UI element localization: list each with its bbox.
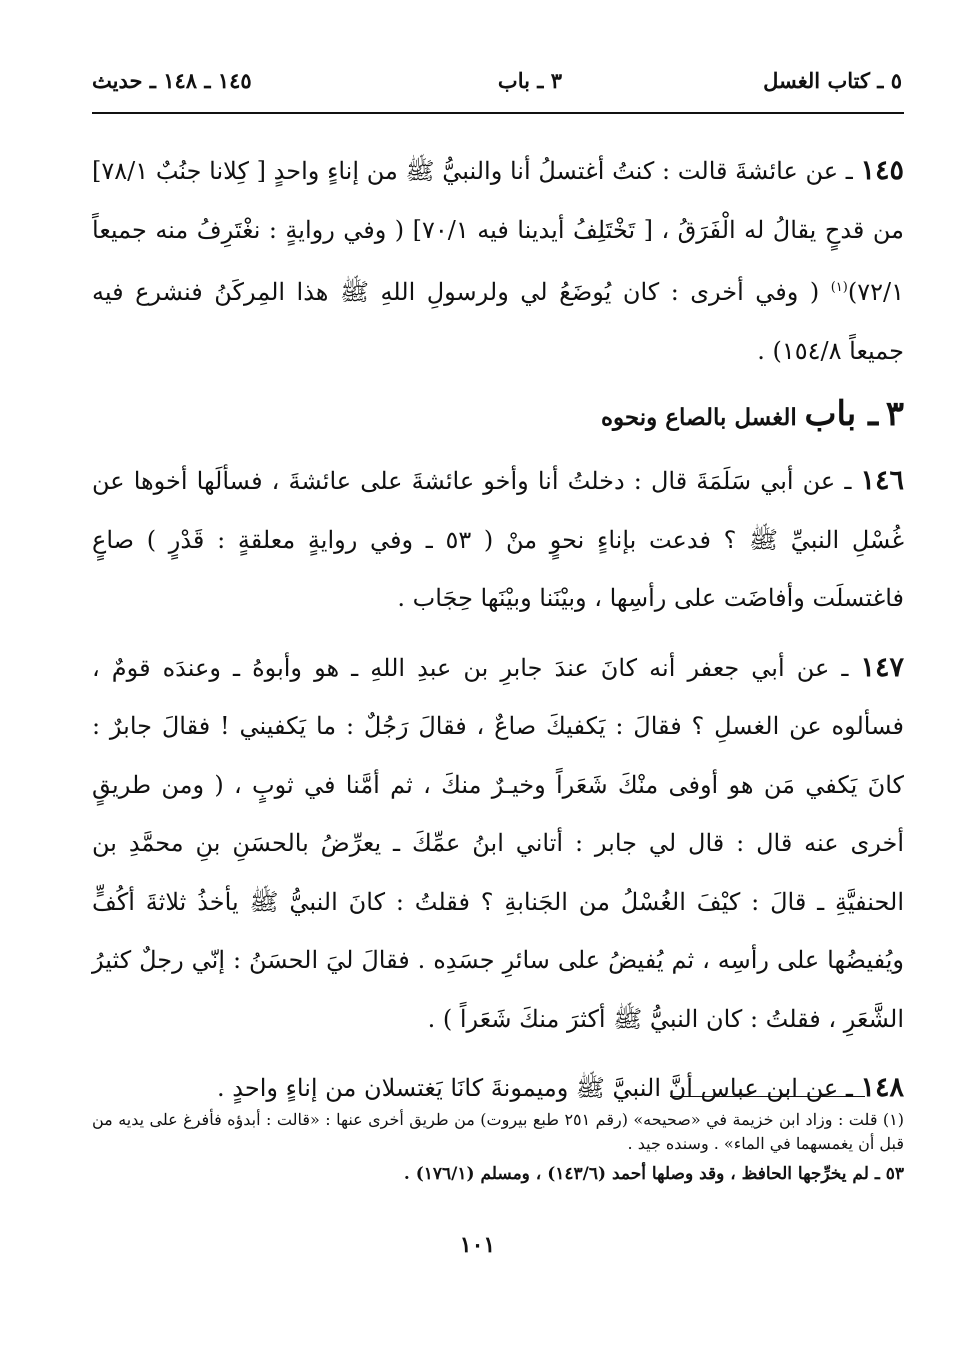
header-divider	[92, 112, 904, 114]
running-header	[92, 62, 902, 102]
chapter-heading: ٣ ـ باب الغسل بالصاع ونحوه	[600, 394, 904, 434]
hadith-number: ١٤٥	[860, 155, 904, 186]
chapter-title: الغسل بالصاع ونحوه	[600, 404, 797, 431]
hadith-text: ـ عن أبي جعفر أنه كانَ عندَ جابرِ بن عبدِ اللهِ ـ هو وأبوهُ ـ وعندَه قومٌ ، فسألوه عن الغسلِ ؟ فقالَ : يَكفيكَ صاعٌ ، فقالَ رَجُلٌ : ما يَكفيني ! فقالَ جابرٌ : كانَ يَكفي مَن هو أوفى منْكَ شَعَراً وخيـرٌ منكَ ، ثم أمَّنا في ثوبٍ ، ( ومن طريقٍ أخرى عنه قال : قال لي جابر : أتاني ابنُ عمِّكَ ـ يعرِّضُ بالحسَنِ بنِ محمَّدِ بن الحنفيَّةِ ـ قالَ : كيْفَ الغُسْلُ من الجَنابةِ ؟ فقلتُ : كانَ النبيُّ ﷺ يأخذُ ثلاثةَ أكُفٍّ ويُفيضُها على رأسِه ، ثم يُفيضُ على سائرِ جسَدِه . فقالَ ليَ الحسَنُ : إنّي رجلٌ كثيرُ الشَّعَرِ ، فقلتُ : كان النبيُّ ﷺ أكثرَ منكَ شَعَراً ) .	[92, 653, 904, 1033]
header-chapter-title: ٥ ـ كتاب الغسل	[763, 68, 902, 93]
footnote-reference: (١)	[830, 280, 848, 295]
chapter-label: باب	[804, 394, 857, 434]
chapter-number: ٣	[885, 394, 904, 434]
hadith-number: ١٤٧	[860, 651, 904, 683]
footnotes	[92, 1108, 904, 1186]
hadith-number: ١٤٨	[860, 1072, 904, 1103]
hadith-147	[92, 639, 904, 1049]
hadith-text: ـ عن عائشةَ قالت : كنتُ أغتسلُ أنا والنبيُّ ﷺ من إناءٍ واحدٍ [ كِلانا جنُبٌ ٧٨/١] من قدحٍ يقالُ له الْفَرَقُ ، [ تَخْتَلِفُ أيدينا فيه ٧٠/١] ( وفي روايةٍ : نغْتَرِفُ منه جميعاً ٧٢/١)	[92, 157, 904, 306]
header-hadith-range: ١٤٥ ـ ١٤٨ ـ حديث	[92, 68, 252, 93]
hadith-text: ـ عن أبي سَلَمَةَ قال : دخلتُ أنا وأخو عائشةَ على عائشةَ ، فسألَها أخوها عن غُسْلِ النبيِّ ﷺ ؟ فدعت بإناءٍ نحوٍ منْ ( ٥٣ ـ وفي روايةٍ معلقةٍ : قَدْرٍ ) صاعٍ فاغتسلَت وأفاضَت على رأسِها ، وبيْنَنا وبيْنَها حِجَاب .	[92, 467, 905, 612]
footnote-53: ٥٣ ـ لم يخرِّجها الحافظ ، وقد وصلها أحمد (١٤٣/٦) ، ومسلم (١٧٦/١) .	[403, 1164, 904, 1184]
hadith-text: ـ عن ابن عباس أنَّ النبيَّ ﷺ وميمونةَ كانَا يَغتسلان من إناءٍ واحدٍ .	[217, 1074, 861, 1102]
hadith-146	[92, 452, 904, 628]
hadith-number: ١٤٦	[860, 465, 904, 496]
header-section-title: ٣ ـ باب	[497, 68, 562, 93]
page-number: ١٠١	[459, 1232, 496, 1258]
hadith-text-continued: ( وفي أخرى : كان يُوضَعُ لي ولرسولِ اللهِ ﷺ هذا المِركَنُ فنشرع فيه جميعاً ١٥٤/٨) .	[92, 278, 904, 365]
footnote-1: (١) قلت : وزاد ابن خزيمة في «صحيحه» (رقم ٢٥١ طبع بيروت) من طريق أخرى عنها : «قالت : أبدؤه فأفرغ على يديه من قبل أن يغمسهما في الماء» . وسنده جيد .	[92, 1110, 905, 1153]
footnote-divider	[670, 1096, 865, 1097]
main-text	[92, 142, 904, 1118]
hadith-145	[92, 142, 904, 380]
